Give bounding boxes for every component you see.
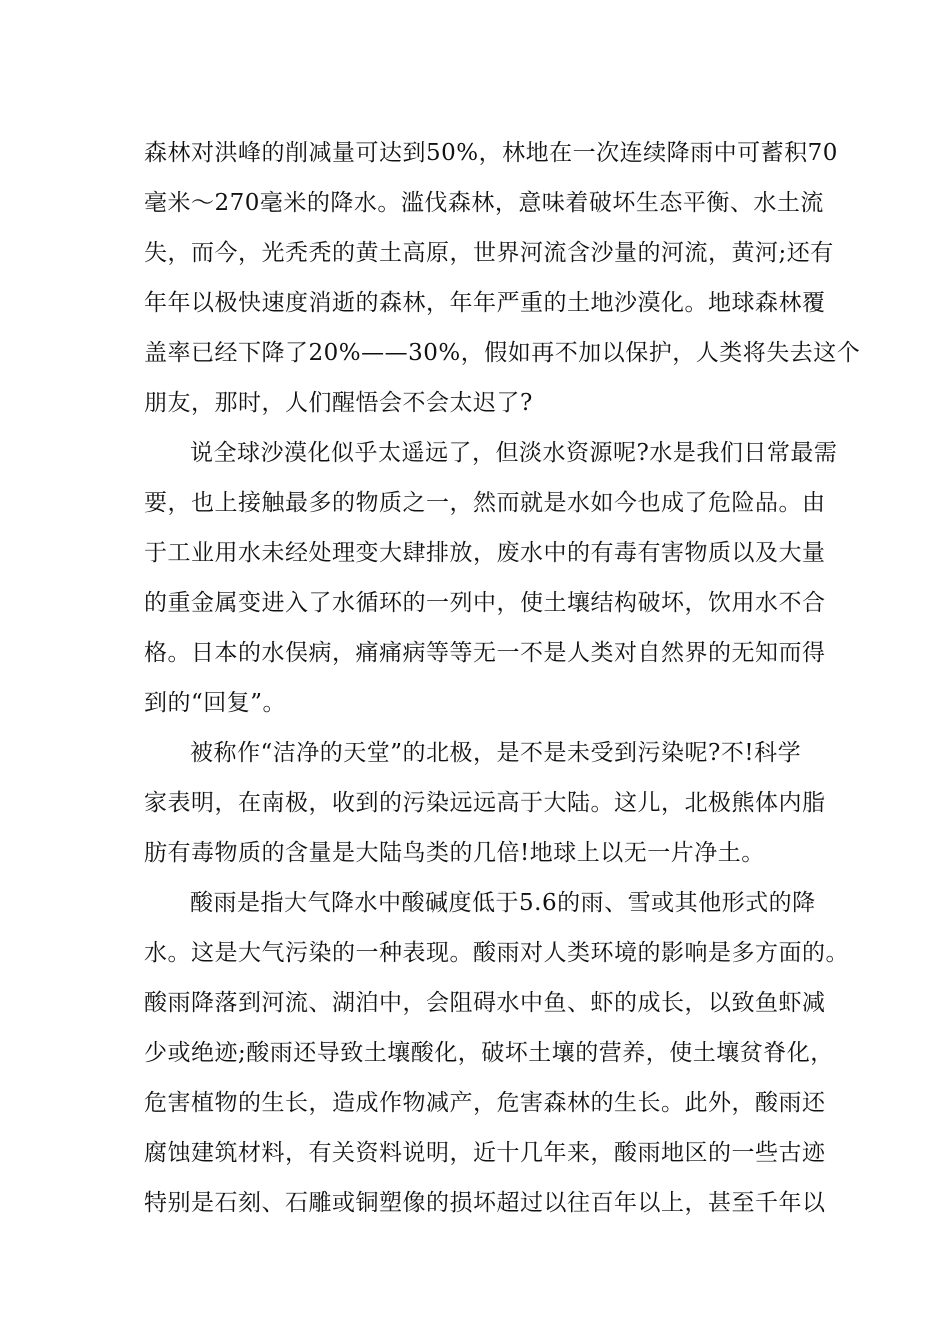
paragraph-4-line-2: 水。这是大气污染的一种表现。酸雨对人类环境的影响是多方面的。 [144,940,849,966]
paragraph-1-line-6: 朋友，那时，人们醒悟会不会太迟了? [144,390,533,416]
paragraph-2-line-1: 说全球沙漠化似乎太遥远了，但淡水资源呢?水是我们日常最需 [190,440,838,466]
paragraph-2-line-5: 格。日本的水俣病，痛痛病等等无一不是人类对自然界的无知而得 [144,640,826,666]
paragraph-3-line-1: 被称作“洁净的天堂”的北极，是不是未受到污染呢?不!科学 [190,740,802,766]
paragraph-2-line-4: 的重金属变进入了水循环的一列中，使土壤结构破坏，饮用水不合 [144,590,826,616]
paragraph-3-line-3: 肪有毒物质的含量是大陆鸟类的几倍!地球上以无一片净土。 [144,840,765,866]
paragraph-2-line-6: 到的“回复”。 [144,690,287,716]
paragraph-1-line-4: 年年以极快速度消逝的森林，年年严重的土地沙漠化。地球森林覆 [144,290,826,316]
paragraph-4-line-7: 特别是石刻、石雕或铜塑像的损坏超过以往百年以上，甚至千年以 [144,1190,826,1216]
paragraph-4-line-5: 危害植物的生长，造成作物减产，危害森林的生长。此外，酸雨还 [144,1090,826,1116]
paragraph-2-line-2: 要，也上接触最多的物质之一，然而就是水如今也成了危险品。由 [144,490,826,516]
paragraph-3-line-2: 家表明，在南极，收到的污染远远高于大陆。这儿，北极熊体内脂 [144,790,826,816]
paragraph-4-line-4: 少或绝迹;酸雨还导致土壤酸化，破坏土壤的营养，使土壤贫脊化， [144,1040,834,1066]
paragraph-4-line-3: 酸雨降落到河流、湖泊中，会阻碍水中鱼、虾的成长，以致鱼虾减 [144,990,826,1016]
paragraph-1-line-1: 森林对洪峰的削减量可达到50%，林地在一次连续降雨中可蓄积70 [144,140,838,166]
paragraph-1-line-5: 盖率已经下降了20%——30%，假如再不加以保护，人类将失去这个 [144,340,861,366]
paragraph-4-line-1: 酸雨是指大气降水中酸碱度低于5.6的雨、雪或其他形式的降 [190,890,816,916]
paragraph-4-line-6: 腐蚀建筑材料，有关资料说明，近十几年来，酸雨地区的一些古迹 [144,1140,826,1166]
paragraph-1-line-2: 毫米～270毫米的降水。滥伐森林，意味着破坏生态平衡、水土流 [144,190,824,216]
paragraph-2-line-3: 于工业用水未经处理变大肆排放，废水中的有毒有害物质以及大量 [144,540,826,566]
paragraph-1-line-3: 失，而今，光秃秃的黄土高原，世界河流含沙量的河流，黄河;还有 [144,240,834,266]
